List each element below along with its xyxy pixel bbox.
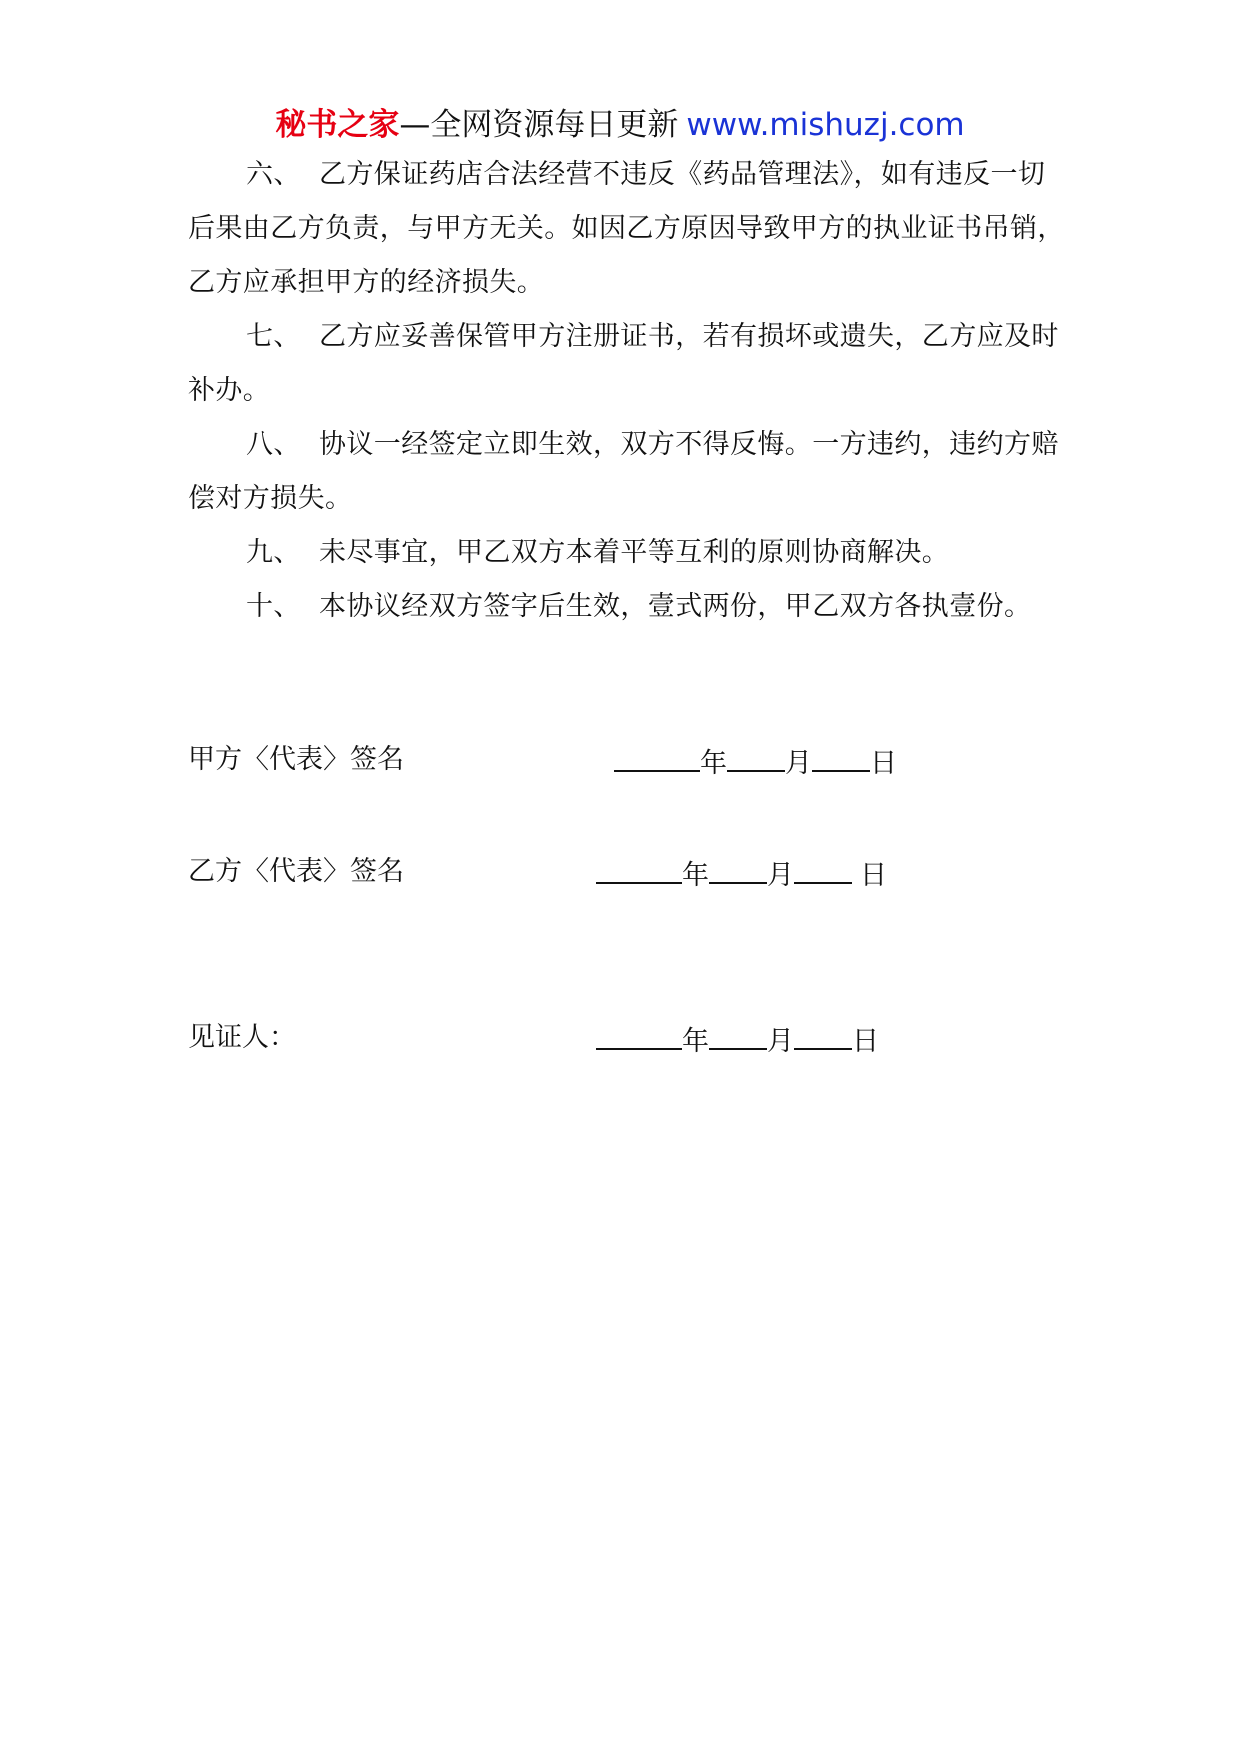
clause-text: 协议一经签定立即生效，双方不得反悔。一方违约，违约方赔偿对方损失。 [188, 429, 1059, 514]
clause-nine [188, 526, 1068, 580]
signature-date [614, 740, 897, 784]
clause-text: 未尽事宜，甲乙双方本着平等互利的原则协商解决。 [319, 537, 950, 568]
month-blank[interactable] [709, 852, 767, 884]
year-blank[interactable] [614, 740, 700, 772]
signature-label: 甲方〈代表〉签名 [188, 744, 404, 775]
clause-number: 六、 [246, 159, 301, 190]
year-blank[interactable] [596, 1018, 682, 1050]
clause-number: 八、 [246, 429, 301, 460]
day-blank[interactable] [794, 852, 852, 884]
agreement-clauses [188, 148, 1068, 634]
clause-text: 本协议经双方签字后生效，壹式两份，甲乙双方各执壹份。 [319, 591, 1032, 622]
clause-text: 乙方应妥善保管甲方注册证书，若有损坏或遗失，乙方应及时补办。 [188, 321, 1059, 406]
year-label: 年 [682, 1026, 709, 1057]
brand-name: 秘书之家 [275, 107, 400, 143]
clause-text: 乙方保证药店合法经营不违反《药品管理法》，如有违反一切后果由乙方负责，与甲方无关。如因乙方原因导致甲方的执业证书吊销，乙方应承担甲方的经济损失。 [188, 159, 1065, 298]
year-blank[interactable] [596, 852, 682, 884]
month-blank[interactable] [727, 740, 785, 772]
day-label: 日 [860, 860, 887, 891]
signature-date [596, 852, 887, 896]
month-label: 月 [767, 1026, 794, 1057]
day-blank[interactable] [812, 740, 870, 772]
clause-number: 十、 [246, 591, 301, 622]
day-blank[interactable] [794, 1018, 852, 1050]
year-label: 年 [682, 860, 709, 891]
month-blank[interactable] [709, 1018, 767, 1050]
header-tagline: —全网资源每日更新 [399, 107, 679, 143]
signature-label: 见证人： [188, 1022, 296, 1053]
year-label: 年 [700, 748, 727, 779]
month-label: 月 [767, 860, 794, 891]
clause-six [188, 148, 1068, 310]
signature-date [596, 1018, 879, 1062]
clause-eight [188, 418, 1068, 526]
site-url-link[interactable]: www.mishuzj.com [686, 107, 965, 143]
clause-ten [188, 580, 1068, 634]
clause-number: 七、 [246, 321, 301, 352]
clause-number: 九、 [246, 537, 301, 568]
signature-label: 乙方〈代表〉签名 [188, 856, 404, 887]
site-header [0, 103, 1240, 147]
day-label: 日 [870, 748, 897, 779]
month-label: 月 [785, 748, 812, 779]
clause-seven [188, 310, 1068, 418]
day-label: 日 [852, 1026, 879, 1057]
